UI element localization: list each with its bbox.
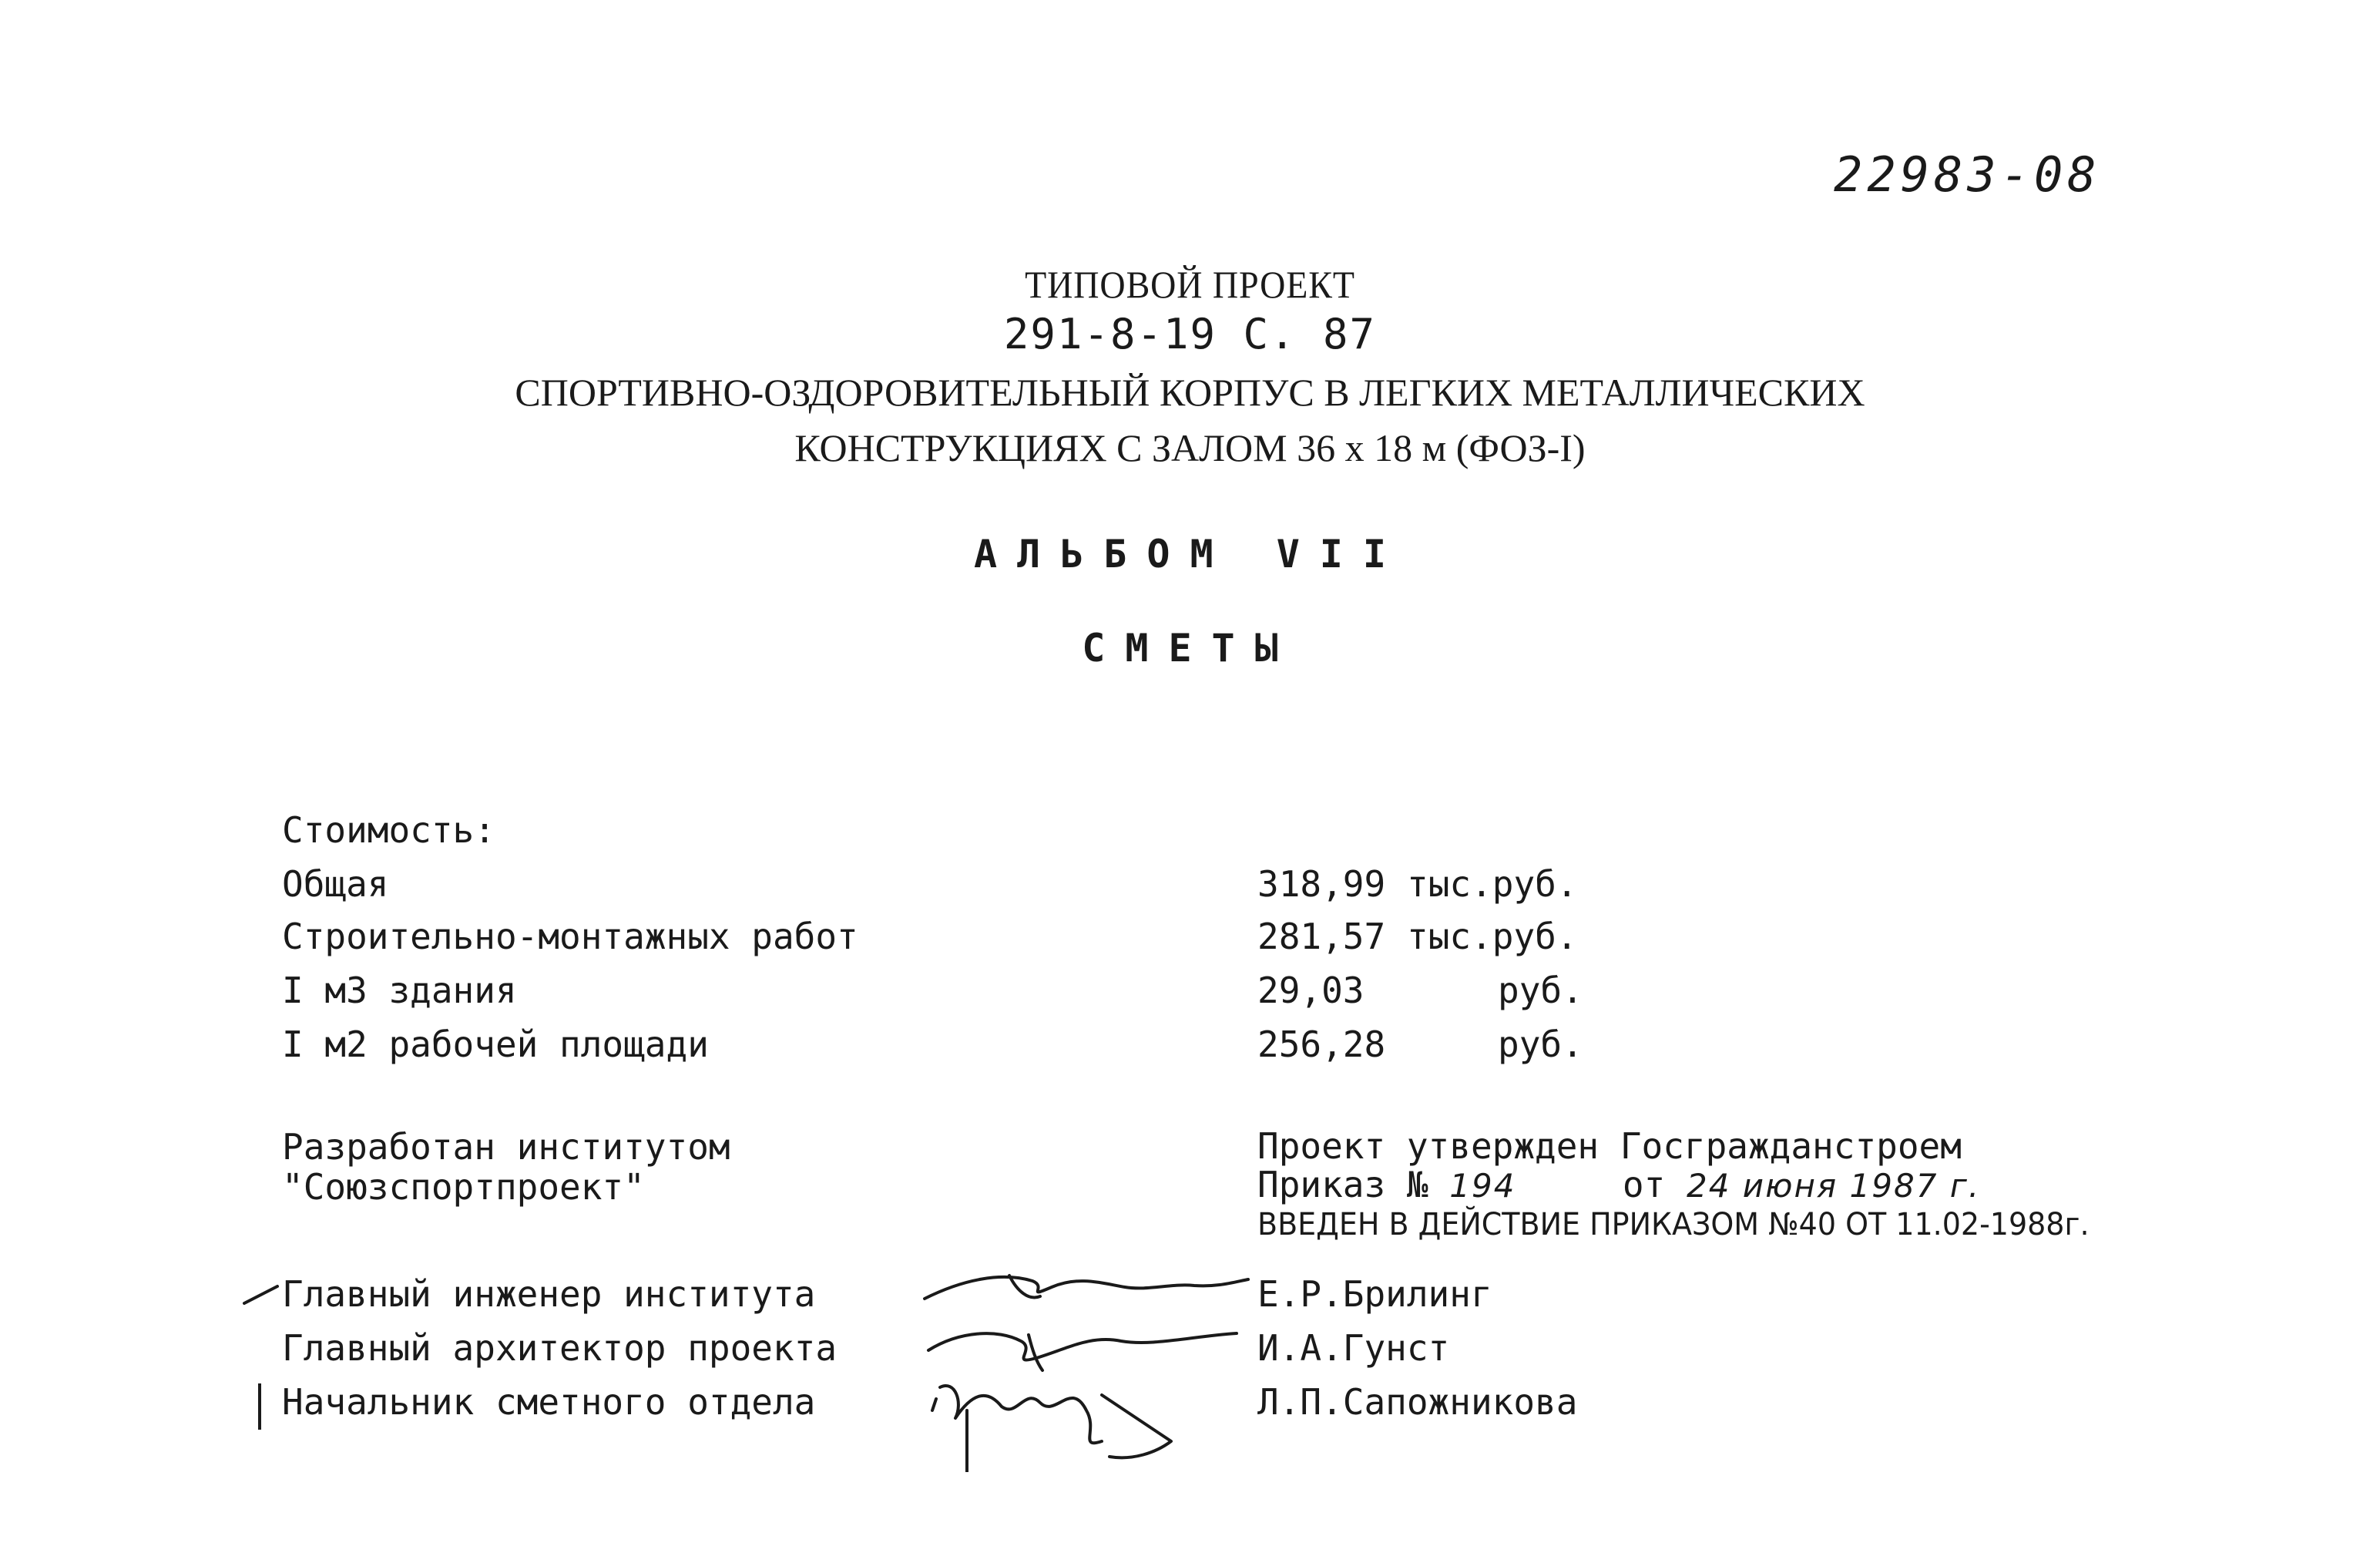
order-number: 194 (1449, 1167, 1516, 1205)
signature-estimate-head (925, 1364, 1187, 1472)
album-title: АЛЬБОМ VII (973, 532, 1407, 576)
cost-title: Стоимость: (282, 809, 495, 851)
cost-row-value: 318,99 (1257, 863, 1386, 905)
developer-block (282, 1127, 730, 1207)
cost-row-unit: руб. (1498, 970, 1583, 1011)
approval-line: Проект утвержден Госгражданстроем (1257, 1125, 1962, 1167)
signature-name: Л.П.Сапожникова (1257, 1381, 1578, 1423)
cost-row-value: 256,28 (1257, 1024, 1386, 1065)
cost-row-unit: тыс.руб. (1407, 863, 1578, 905)
cost-row-unit: руб. (1498, 1024, 1583, 1065)
cost-row-unit: тыс.руб. (1407, 916, 1578, 957)
signature-name: И.А.Гунст (1257, 1327, 1450, 1369)
project-title-line-1: СПОРТИВНО-ОЗДОРОВИТЕЛЬНЫЙ КОРПУС В ЛЕГКИХ МЕТАЛЛИЧЕСКИХ (515, 371, 1865, 414)
signature-name: Е.Р.Брилинг (1257, 1273, 1492, 1315)
project-code: 291-8-19 С. 87 (1003, 310, 1377, 358)
signature-chief-engineer (917, 1264, 1256, 1310)
approval-order (1257, 1165, 2133, 1205)
signature-role: Главный инженер института (282, 1273, 816, 1315)
signature-role: Главный архитектор проекта (282, 1327, 838, 1369)
project-title-line-2: КОНСТРУКЦИЯХ С ЗАЛОМ 36 х 18 м (ФОЗ-I) (794, 426, 1586, 469)
project-type-heading: ТИПОВОЙ ПРОЕКТ (1025, 263, 1355, 306)
order-date: 24 июня 1987 г. (1687, 1167, 1981, 1205)
cost-row-value: 281,57 (1257, 916, 1386, 957)
developer-line: Разработан институтом (282, 1126, 730, 1168)
order-prefix: Приказ № (1257, 1164, 1428, 1205)
section-title: СМЕТЫ (1082, 626, 1298, 671)
cost-row-label: Строительно-монтажных работ (282, 916, 858, 957)
margin-check-mark (243, 1283, 281, 1306)
cost-row-value: 29,03 (1257, 970, 1365, 1011)
cost-row-label: I м3 здания (282, 970, 517, 1011)
approval-block (1257, 1127, 2133, 1244)
cost-row-label: Общая (282, 863, 389, 905)
cost-row-label: I м2 рабочей площади (282, 1024, 709, 1065)
document-number: 22983-08 (1834, 146, 2101, 203)
signature-role: Начальник сметного отдела (282, 1381, 816, 1423)
margin-bracket-mark (258, 1383, 261, 1430)
developer-institute: "Союзспортпроект" (282, 1166, 645, 1208)
enacted-order: ВВЕДЕН В ДЕЙСТВИЕ ПРИКАЗОМ №40 ОТ 11.02-1988г. (1257, 1207, 2090, 1242)
order-date-prefix: от (1622, 1164, 1666, 1205)
